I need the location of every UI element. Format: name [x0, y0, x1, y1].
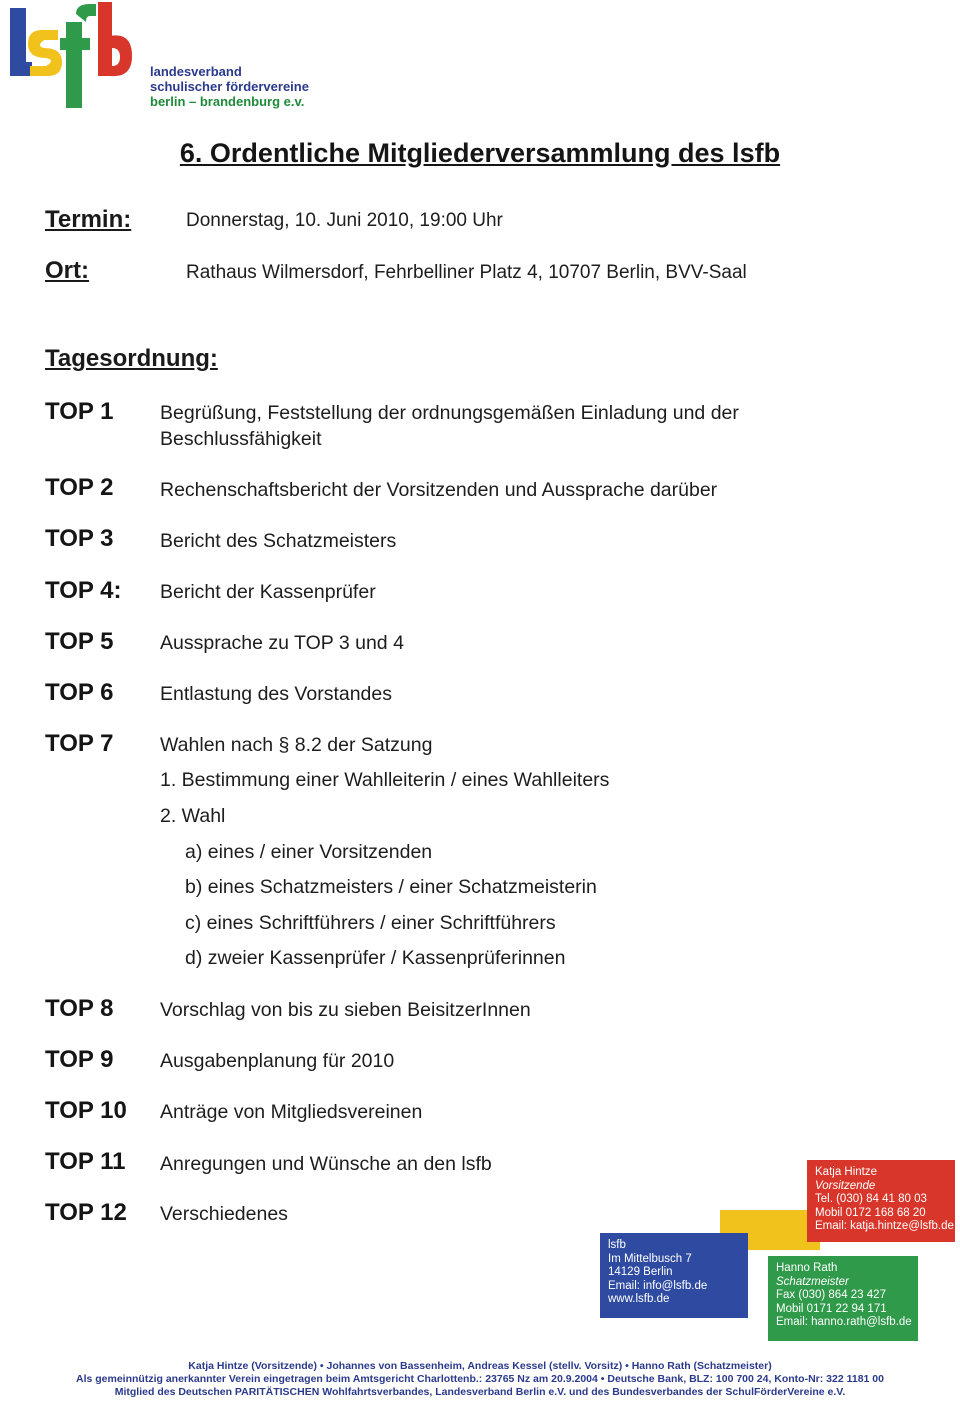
agenda-item-label: TOP 5 — [45, 628, 114, 655]
agenda-item-text: Beschlussfähigkeit — [160, 428, 322, 450]
agenda-subitem: a) eines / einer Vorsitzenden — [185, 841, 433, 863]
agenda-item-label: TOP 11 — [45, 1148, 126, 1175]
footer-board: Katja Hintze (Vorsitzende) • Johannes von Bassenheim, Andreas Kessel (stellv. Vorsitz) • Hanno Rath (Schatzmeister) — [188, 1360, 772, 1372]
contact-phone: Tel. (030) 84 41 80 03 — [815, 1193, 927, 1205]
agenda-subitem: c) eines Schriftführers / einer Schriftführers — [185, 912, 556, 934]
agenda-subitem: d) zweier Kassenprüfer / Kassenprüferinnen — [185, 947, 566, 969]
contact-email: Email: hanno.rath@lsfb.de — [776, 1316, 912, 1328]
page-title: 6. Ordentliche Mitgliederversammlung des lsfb — [179, 138, 781, 168]
agenda-item-text: Aussprache zu TOP 3 und 4 — [160, 632, 404, 654]
agenda-item-label: TOP 4: — [45, 577, 122, 604]
org-name-line3: berlin – brandenburg e.v. — [150, 94, 305, 109]
footer-registration: Als gemeinnützig anerkannter Verein eingetragen beim Amtsgericht Charlottenb.: 23765 Nz am 20.9.2004 • Deutsche Bank, BLZ: 100 700 24, Konto-Nr: 322 1181 00 — [76, 1373, 884, 1385]
org-name-line1: landesverband — [150, 64, 242, 79]
contact-email: Email: katja.hintze@lsfb.de — [815, 1220, 954, 1232]
logo-mark — [10, 2, 132, 108]
agenda-item-text: Ausgabenplanung für 2010 — [160, 1050, 395, 1072]
agenda-item-text: Anregungen und Wünsche an den lsfb — [160, 1153, 492, 1175]
agenda-item-label: TOP 6 — [45, 679, 114, 706]
agenda-item-text: Bericht der Kassenprüfer — [160, 581, 376, 603]
agenda-item-label: TOP 2 — [45, 474, 114, 501]
agenda-item-text: Anträge von Mitgliedsvereinen — [160, 1101, 423, 1123]
termin-value: Donnerstag, 10. Juni 2010, 19:00 Uhr — [186, 210, 503, 231]
agenda-heading: Tagesordnung: — [45, 345, 218, 372]
office-email: Email: info@lsfb.de — [608, 1279, 708, 1292]
agenda-item-label: TOP 9 — [45, 1046, 114, 1073]
office-street: Im Mittelbusch 7 — [608, 1252, 692, 1265]
agenda-item-text: Wahlen nach § 8.2 der Satzung — [160, 734, 433, 756]
contact-role: Schatzmeister — [776, 1275, 849, 1288]
agenda-item-label: TOP 10 — [45, 1097, 127, 1124]
agenda-subitem: 1. Bestimmung einer Wahlleiterin / eines Wahlleiters — [160, 769, 610, 791]
termin-label: Termin: — [45, 206, 132, 233]
ort-value: Rathaus Wilmersdorf, Fehrbelliner Platz 4, 10707 Berlin, BVV-Saal — [186, 262, 747, 283]
agenda-item-text: Verschiedenes — [160, 1203, 288, 1225]
ort-label: Ort: — [45, 257, 89, 284]
lsfb-logo — [4, 0, 134, 108]
agenda-item-text: Vorschlag von bis zu sieben BeisitzerInnen — [160, 999, 531, 1021]
agenda-item-label: TOP 12 — [45, 1199, 127, 1226]
agenda-item-label: TOP 1 — [45, 398, 114, 425]
agenda-item-text: Begrüßung, Feststellung der ordnungsgemäßen Einladung und der — [160, 402, 739, 424]
office-website: www.lsfb.de — [608, 1293, 670, 1305]
contact-mobile: Mobil 0172 168 68 20 — [815, 1206, 926, 1219]
agenda-subitem: 2. Wahl — [160, 805, 226, 827]
agenda-item-label: TOP 3 — [45, 525, 114, 552]
org-name-line2: schulischer fördervereine — [150, 79, 309, 94]
agenda-subitem: b) eines Schatzmeisters / einer Schatzmeisterin — [185, 876, 597, 898]
footer-membership: Mitglied des Deutschen PARITÄTISCHEN Wohlfahrtsverbandes, Landesverband Berlin e.V. und des Bundesverbandes der SchulFörderVereine e.V. — [114, 1386, 846, 1398]
contact-card-office — [600, 1233, 748, 1318]
agenda-item-label: TOP 7 — [45, 730, 114, 757]
contact-name: Hanno Rath — [776, 1262, 838, 1274]
office-city: 14129 Berlin — [608, 1266, 673, 1278]
contact-card-treasurer — [768, 1256, 918, 1341]
contact-card-chair — [807, 1160, 955, 1242]
office-name: lsfb — [608, 1239, 626, 1251]
agenda-item-text: Entlastung des Vorstandes — [160, 683, 392, 705]
contact-name: Katja Hintze — [815, 1166, 878, 1178]
agenda-item-label: TOP 8 — [45, 995, 114, 1022]
contact-fax: Fax (030) 864 23 427 — [776, 1289, 886, 1301]
contact-role: Vorsitzende — [815, 1179, 876, 1192]
agenda-item-text: Rechenschaftsbericht der Vorsitzenden und Aussprache darüber — [160, 479, 718, 501]
contact-mobile: Mobil 0171 22 94 171 — [776, 1302, 887, 1315]
agenda-item-text: Bericht des Schatzmeisters — [160, 530, 397, 552]
